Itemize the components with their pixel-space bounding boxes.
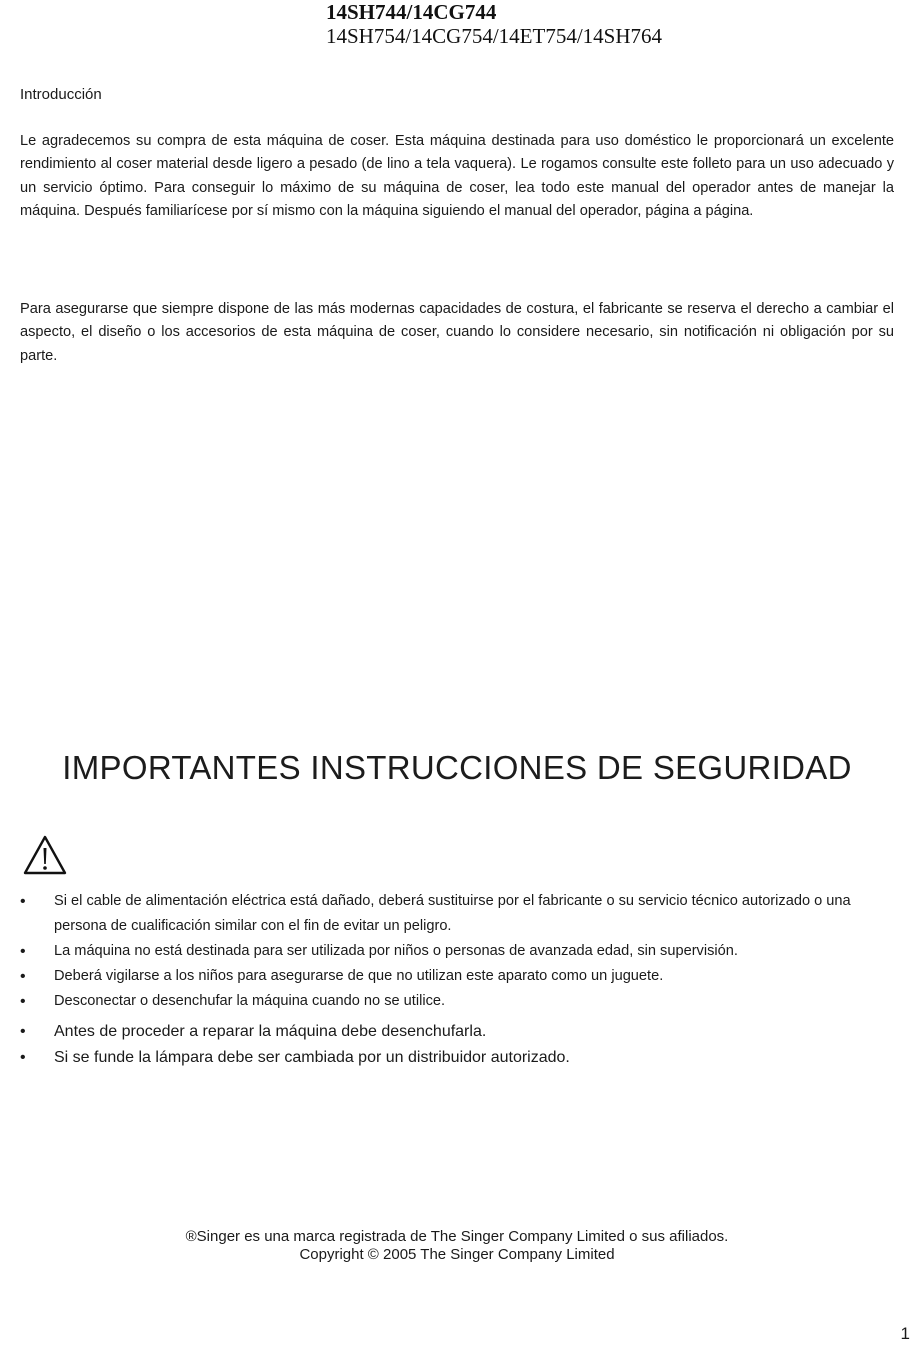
safety-item: • Si el cable de alimentación eléctrica está dañado, deberá sustituirse por el fabricante o su servicio técnico autorizado o una persona de cualificación similar con el fin de evitar un peligro. (20, 889, 890, 939)
safety-item: • Antes de proceder a reparar la máquina debe desenchufarla. (20, 1019, 890, 1045)
safety-item: • La máquina no está destinada para ser utilizada por niños o personas de avanzada edad, sin supervisión. (20, 939, 890, 964)
model-numbers-line-2: 14SH754/14CG754/14ET754/14SH764 (326, 24, 663, 48)
model-numbers-line-1: 14SH744/14CG744 (326, 0, 497, 24)
trademark-notice: ®Singer es una marca registrada de The Singer Company Limited o sus afiliados. (185, 1228, 729, 1245)
footer (0, 1228, 914, 1264)
model-numbers (326, 0, 662, 48)
safety-item: • Deberá vigilarse a los niños para asegurarse de que no utilizan este aparato como un juguete. (20, 964, 890, 989)
intro-paragraph-2: Para asegurarse que siempre dispone de las más modernas capacidades de costura, el fabricante se reserva el derecho a cambiar el aspecto, el diseño o los accesorios de esta máquina de coser, cuando lo considere necesario, sin notificación ni obligación por su parte. (20, 301, 894, 364)
copyright-notice: Copyright © 2005 The Singer Company Limited (299, 1246, 615, 1263)
safety-item: • Desconectar o desenchufar la máquina cuando no se utilice. (20, 989, 890, 1014)
warning-triangle-icon (22, 834, 68, 876)
safety-item: • Si se funde la lámpara debe ser cambiada por un distribuidor autorizado. (20, 1045, 890, 1071)
safety-title: IMPORTANTES INSTRUCCIONES DE SEGURIDAD (62, 749, 852, 786)
intro-paragraph-1: Le agradecemos su compra de esta máquina de coser. Esta máquina destinada para uso doméstico le proporcionará un excelente rendimiento al coser material desde ligero a pesado (de lino a tela vaquera). Le rogamos consulte este folleto para un uso adecuado y un servicio óptimo. Para conseguir lo máximo de su máquina de coser, lea todo este manual del operador antes de manejar la máquina. Después familiarícese por sí mismo con la máquina siguiendo el manual del operador, página a página. (20, 133, 894, 219)
intro-heading: Introducción (20, 86, 102, 103)
page-number: 1 (900, 1324, 910, 1343)
safety-instructions-list (20, 889, 890, 1071)
